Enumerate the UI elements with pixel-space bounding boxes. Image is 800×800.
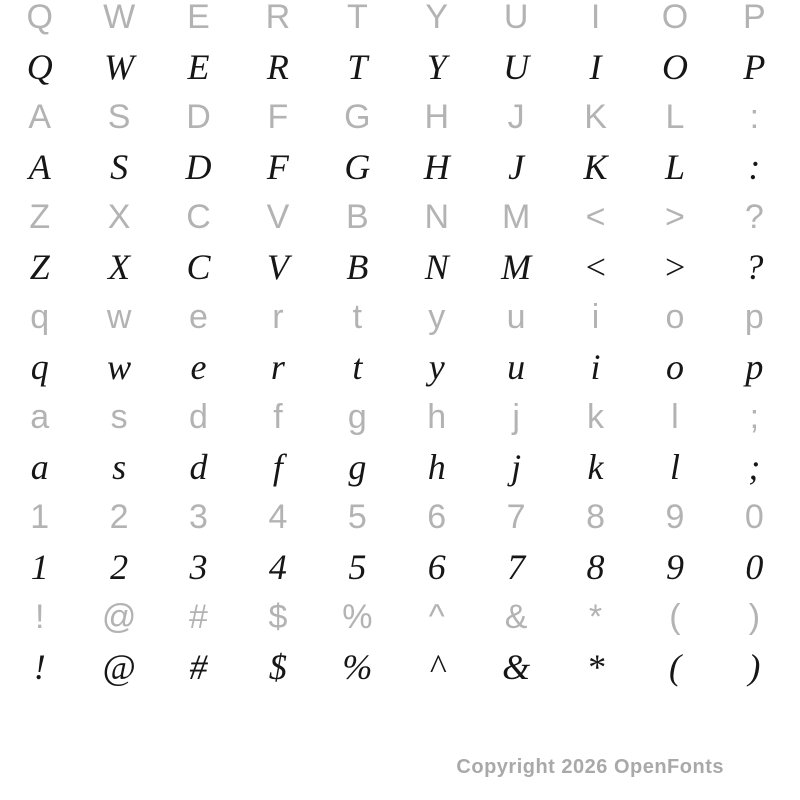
glyph-cell: D <box>186 98 211 136</box>
specimen-row-muted <box>0 493 794 541</box>
glyph-cell: K <box>583 147 608 187</box>
glyph-cell: u <box>506 298 526 336</box>
glyph-cell: g <box>348 447 367 487</box>
glyph-cell: K <box>584 98 607 136</box>
glyph-cell: h <box>427 447 446 487</box>
glyph-cell: 7 <box>506 498 526 536</box>
glyph-cell: Q <box>26 47 53 87</box>
glyph-cell: W <box>104 47 135 87</box>
glyph-cell: N <box>424 247 449 287</box>
glyph-cell: g <box>347 398 367 436</box>
glyph-cell: ! <box>34 598 45 636</box>
glyph-cell: Z <box>29 247 50 287</box>
glyph-cell: ^ <box>429 647 445 687</box>
glyph-cell: V <box>266 198 290 236</box>
glyph-cell: A <box>28 98 52 136</box>
glyph-cell: R <box>266 47 289 87</box>
specimen-row-muted <box>0 193 794 241</box>
glyph-cell: 0 <box>745 547 764 587</box>
glyph-cell: s <box>110 398 128 436</box>
glyph-cell: H <box>424 98 450 136</box>
specimen-row-italic <box>0 441 794 493</box>
glyph-cell: r <box>270 347 285 387</box>
glyph-cell: Z <box>29 198 51 236</box>
glyph-cell: 6 <box>427 547 446 587</box>
specimen-row-muted <box>0 0 794 41</box>
glyph-cell: 4 <box>268 498 288 536</box>
glyph-cell: $ <box>268 598 288 636</box>
specimen-row-italic <box>0 341 794 393</box>
glyph-cell: h <box>427 398 447 436</box>
glyph-cell: ( <box>668 647 681 687</box>
glyph-cell: T <box>347 47 368 87</box>
glyph-cell: 2 <box>109 498 129 536</box>
glyph-cell: w <box>107 347 132 387</box>
glyph-cell: P <box>743 0 766 36</box>
glyph-cell: y <box>428 347 445 387</box>
glyph-cell: T <box>346 0 368 36</box>
glyph-cell: f <box>273 398 283 436</box>
specimen-row-italic <box>0 541 794 593</box>
glyph-cell: 2 <box>110 547 129 587</box>
glyph-cell: S <box>107 98 131 136</box>
glyph-cell: J <box>508 147 525 187</box>
glyph-cell: > <box>662 247 688 287</box>
glyph-cell: ^ <box>428 598 445 636</box>
glyph-cell: 8 <box>586 547 605 587</box>
glyph-cell: 5 <box>348 547 367 587</box>
glyph-cell: ) <box>748 598 761 636</box>
glyph-cell: @ <box>101 598 137 636</box>
specimen-row-muted <box>0 293 794 341</box>
glyph-cell: S <box>110 147 129 187</box>
glyph-cell: i <box>590 347 601 387</box>
glyph-cell: G <box>344 147 371 187</box>
glyph-cell: d <box>189 447 208 487</box>
glyph-cell: d <box>189 398 208 436</box>
glyph-cell: a <box>30 447 49 487</box>
glyph-cell: ! <box>33 647 46 687</box>
glyph-cell: ( <box>669 598 681 636</box>
specimen-row-muted <box>0 93 794 141</box>
glyph-cell: ? <box>745 247 764 287</box>
glyph-cell: k <box>587 398 605 436</box>
glyph-cell: t <box>352 347 363 387</box>
glyph-cell: e <box>189 298 208 336</box>
glyph-cell: X <box>108 247 131 287</box>
glyph-cell: N <box>424 198 450 236</box>
glyph-cell: y <box>428 298 446 336</box>
glyph-cell: E <box>187 0 210 36</box>
glyph-cell: w <box>106 298 132 336</box>
glyph-cell: C <box>186 198 211 236</box>
glyph-cell: > <box>665 198 685 236</box>
glyph-cell: l <box>671 398 679 436</box>
glyph-cell: : <box>749 98 760 136</box>
glyph-cell: p <box>745 347 764 387</box>
glyph-cell: 1 <box>30 498 50 536</box>
glyph-cell: W <box>103 0 136 36</box>
glyph-cell: e <box>190 347 207 387</box>
glyph-cell: 8 <box>586 498 605 536</box>
glyph-cell: # <box>189 647 208 687</box>
glyph-cell: L <box>664 147 685 187</box>
glyph-cell: P <box>743 47 766 87</box>
glyph-cell: $ <box>268 647 287 687</box>
glyph-cell: L <box>665 98 685 136</box>
glyph-cell: < <box>583 247 608 287</box>
glyph-cell: u <box>507 347 526 387</box>
glyph-cell: X <box>107 198 131 236</box>
glyph-cell: A <box>28 147 51 187</box>
glyph-cell: O <box>661 47 688 87</box>
glyph-cell: Y <box>426 47 447 87</box>
glyph-cell: & <box>502 647 531 687</box>
glyph-cell: ; <box>748 447 761 487</box>
glyph-cell: f <box>272 447 283 487</box>
glyph-cell: 4 <box>268 547 287 587</box>
glyph-cell: U <box>503 47 530 87</box>
glyph-cell: U <box>503 0 529 36</box>
glyph-cell: ? <box>744 198 764 236</box>
glyph-cell: % <box>342 647 373 687</box>
glyph-cell: & <box>504 598 528 636</box>
glyph-cell: * <box>588 598 603 636</box>
glyph-cell: l <box>669 447 680 487</box>
glyph-cell: o <box>665 347 684 387</box>
glyph-cell: @ <box>102 647 136 687</box>
glyph-cell: E <box>187 47 210 87</box>
glyph-cell: j <box>511 447 522 487</box>
specimen-row-italic <box>0 241 794 293</box>
glyph-cell: q <box>30 298 50 336</box>
glyph-cell: I <box>590 0 601 36</box>
glyph-cell: 6 <box>427 498 447 536</box>
glyph-cell: 3 <box>189 547 208 587</box>
glyph-cell: M <box>501 198 531 236</box>
glyph-cell: k <box>587 447 604 487</box>
glyph-cell: B <box>345 198 369 236</box>
glyph-cell: M <box>501 247 532 287</box>
glyph-cell: O <box>661 0 689 36</box>
glyph-cell: t <box>352 298 363 336</box>
specimen-row-muted <box>0 393 794 441</box>
glyph-cell: ; <box>749 398 760 436</box>
glyph-cell: o <box>665 298 685 336</box>
glyph-cell: 1 <box>30 547 49 587</box>
specimen-row-italic <box>0 141 794 193</box>
glyph-cell: 9 <box>665 498 685 536</box>
glyph-cell: # <box>189 598 208 636</box>
glyph-cell: B <box>346 247 369 287</box>
glyph-cell: a <box>30 398 50 436</box>
glyph-cell: i <box>591 298 600 336</box>
glyph-cell: p <box>744 298 764 336</box>
glyph-cell: : <box>748 147 761 187</box>
glyph-cell: C <box>186 247 211 287</box>
glyph-cell: * <box>586 647 605 687</box>
glyph-cell: 7 <box>507 547 526 587</box>
glyph-cell: I <box>589 47 602 87</box>
glyph-cell: 0 <box>744 498 764 536</box>
specimen-row-muted <box>0 593 794 641</box>
specimen-row-italic <box>0 41 794 93</box>
glyph-cell: H <box>423 147 450 187</box>
glyph-cell: F <box>267 98 289 136</box>
glyph-cell: J <box>507 98 525 136</box>
glyph-cell: 3 <box>189 498 208 536</box>
glyph-cell: R <box>265 0 291 36</box>
glyph-cell: 9 <box>665 547 684 587</box>
glyph-cell: s <box>112 447 127 487</box>
copyright-text: Copyright 2026 OpenFonts <box>456 756 724 778</box>
glyph-cell: ) <box>748 647 761 687</box>
glyph-cell: Y <box>425 0 449 36</box>
glyph-cell: j <box>512 398 520 436</box>
glyph-cell: Q <box>26 0 53 36</box>
glyph-cell: < <box>585 198 606 236</box>
glyph-cell: q <box>30 347 49 387</box>
glyph-cell: D <box>185 147 212 187</box>
glyph-cell: 5 <box>347 498 367 536</box>
glyph-cell: V <box>266 247 289 287</box>
specimen-row-italic <box>0 641 794 693</box>
glyph-cell: % <box>342 598 373 636</box>
glyph-cell: G <box>344 98 371 136</box>
glyph-cell: F <box>266 147 289 187</box>
glyph-cell: r <box>272 298 284 336</box>
